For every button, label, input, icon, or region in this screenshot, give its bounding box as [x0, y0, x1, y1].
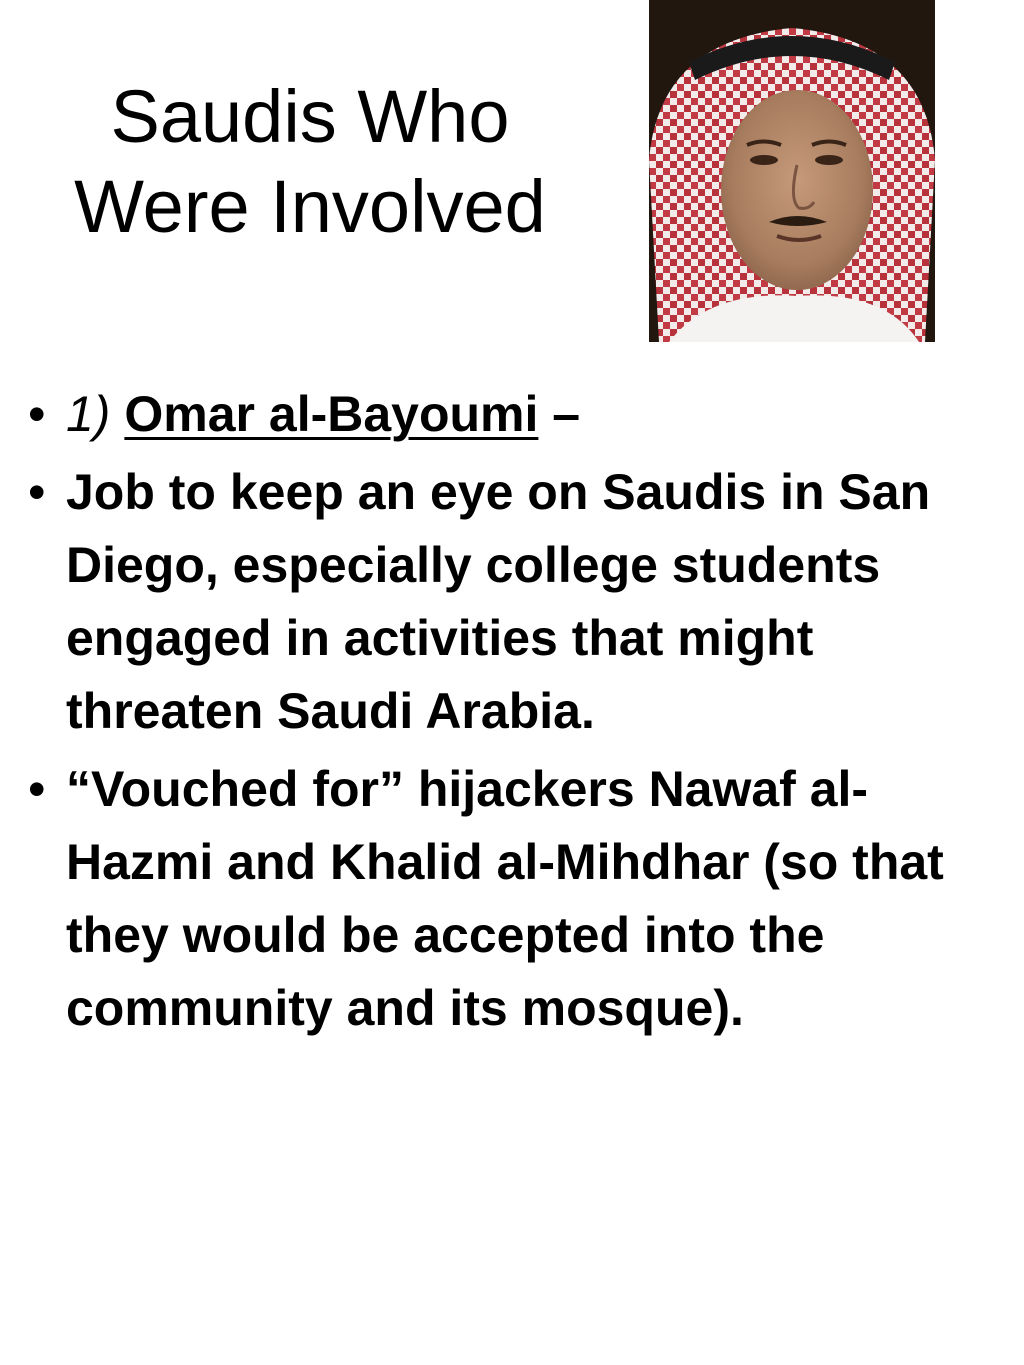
bullet-list	[0, 378, 1000, 1050]
title-line-2: Were Involved	[74, 165, 546, 248]
bullet-text: Job to keep an eye on Saudis in San Diego, especially college students engaged in activities that might threaten Saudi Arabia.	[66, 464, 931, 739]
bullet-text: “Vouched for” hijackers Nawaf al-Hazmi and Khalid al-Mihdhar (so that they would be accepted into the community and its mosque).	[66, 761, 944, 1036]
portrait-illustration	[649, 0, 935, 342]
item-number: 1)	[66, 386, 111, 442]
bullet-item-1	[0, 378, 1000, 451]
bullet-item-3	[0, 753, 1000, 1045]
person-name: Omar al-Bayoumi	[124, 386, 539, 442]
portrait-photo	[649, 0, 935, 342]
slide-title	[20, 72, 600, 252]
item-dash: –	[552, 386, 581, 442]
bullet-marker: •	[28, 761, 46, 817]
bullet-marker: •	[28, 386, 46, 442]
bullet-marker: •	[28, 464, 46, 520]
title-line-1: Saudis Who	[110, 75, 510, 158]
bullet-item-2	[0, 456, 1000, 748]
